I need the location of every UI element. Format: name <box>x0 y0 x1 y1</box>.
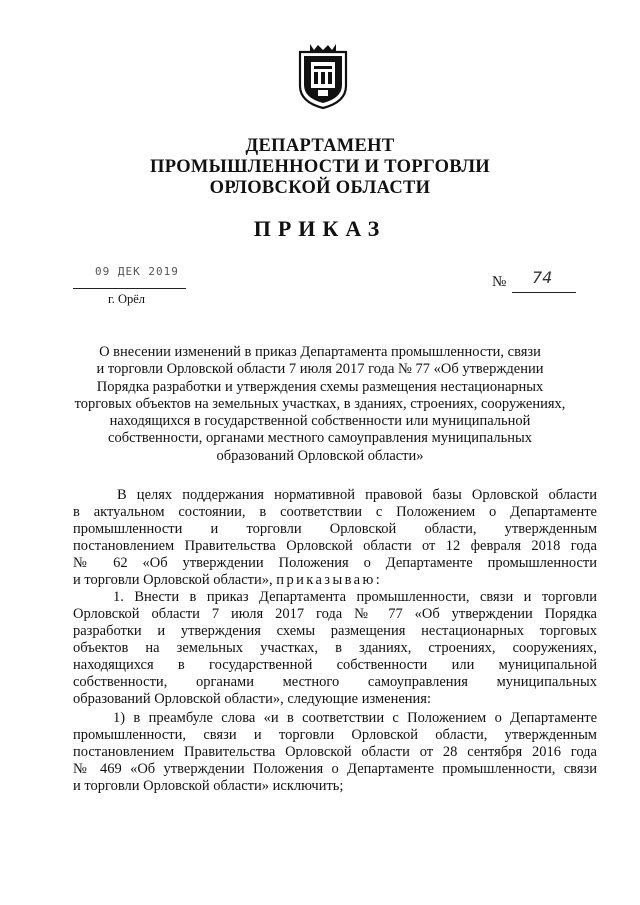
subject-line: О внесении изменений в приказ Департамента промышленности, связи <box>99 344 541 360</box>
body-line: постановлением Правительства Орловской области от 12 февраля 2018 года <box>73 538 597 554</box>
body-line: промышленности, связи и торговли Орловской области, утвержденным <box>73 727 597 743</box>
date-underline <box>73 288 186 289</box>
body-line: образований Орловской области», следующие изменения: <box>73 691 431 707</box>
order-word: приказываю: <box>276 572 383 588</box>
body-line: Орловской области 7 июля 2017 года № 77 «Об утверждении Порядка <box>73 606 597 622</box>
coat-of-arms-emblem <box>296 42 350 110</box>
body-line: собственности, органами местного самоуправления муниципальных <box>73 674 597 690</box>
department-name-line-1: ДЕПАРТАМЕНТ <box>245 136 395 156</box>
date-stamp: 09 ДЕК 2019 <box>95 265 179 278</box>
subject-line: находящихся в государственной собственности или муниципальной <box>109 413 531 430</box>
subject-line: собственности, органами местного самоуправления муниципальных <box>108 430 532 447</box>
body-line: 1) в преамбуле слова «и в соответствии с Положением о Департаменте <box>113 710 597 726</box>
body-line: постановлением Правительства Орловской области от 28 сентября 2016 года <box>73 744 597 760</box>
subject-line: и торговли Орловской области 7 июля 2017 года № 77 «Об утверждении <box>96 361 544 378</box>
subject-line: торговых объектов на земельных участках, в зданиях, строениях, сооружениях, <box>74 395 566 412</box>
body-line: объектов на земельных участках, в зданиях, строениях, сооружениях, <box>73 640 597 656</box>
order-subject <box>40 344 600 465</box>
body-line-text: и торговли Орловской области», <box>73 572 273 588</box>
subject-line: образований Орловской области» <box>216 447 424 464</box>
body-line <box>73 572 597 589</box>
city-label: г. Орёл <box>108 292 146 306</box>
department-name-line-3: ОРЛОВСКОЙ ОБЛАСТИ <box>209 178 431 198</box>
body-line: в актуальном состоянии, в соответствии с Положением о Департаменте <box>73 504 597 520</box>
body-line: разработки и утверждения схемы размещения нестационарных торговых <box>73 623 597 639</box>
body-line: промышленности и торговли Орловской области, утвержденным <box>73 521 597 537</box>
document-title: ПРИКАЗ <box>253 216 387 241</box>
body-line: № 62 «Об утверждении Положения о Департаменте промышленности <box>73 555 597 571</box>
order-number: 74 <box>532 268 553 287</box>
body-line: 1. Внести в приказ Департамента промышленности, связи и торговли <box>113 589 597 605</box>
body-line: и торговли Орловской области» исключить; <box>73 778 344 794</box>
body-line: находящихся в государственной собственности или муниципальной <box>73 657 597 673</box>
subject-line: Порядка разработки и утверждения схемы размещения нестационарных <box>96 378 544 395</box>
number-sign: № <box>492 274 507 290</box>
body-line: № 469 «Об утверждении Положения о Департаменте промышленности, связи <box>73 761 597 777</box>
department-name-line-2: ПРОМЫШЛЕННОСТИ И ТОРГОВЛИ <box>150 157 490 177</box>
number-underline <box>512 292 576 293</box>
body-line: В целях поддержания нормативной правовой базы Орловской области <box>117 487 597 503</box>
